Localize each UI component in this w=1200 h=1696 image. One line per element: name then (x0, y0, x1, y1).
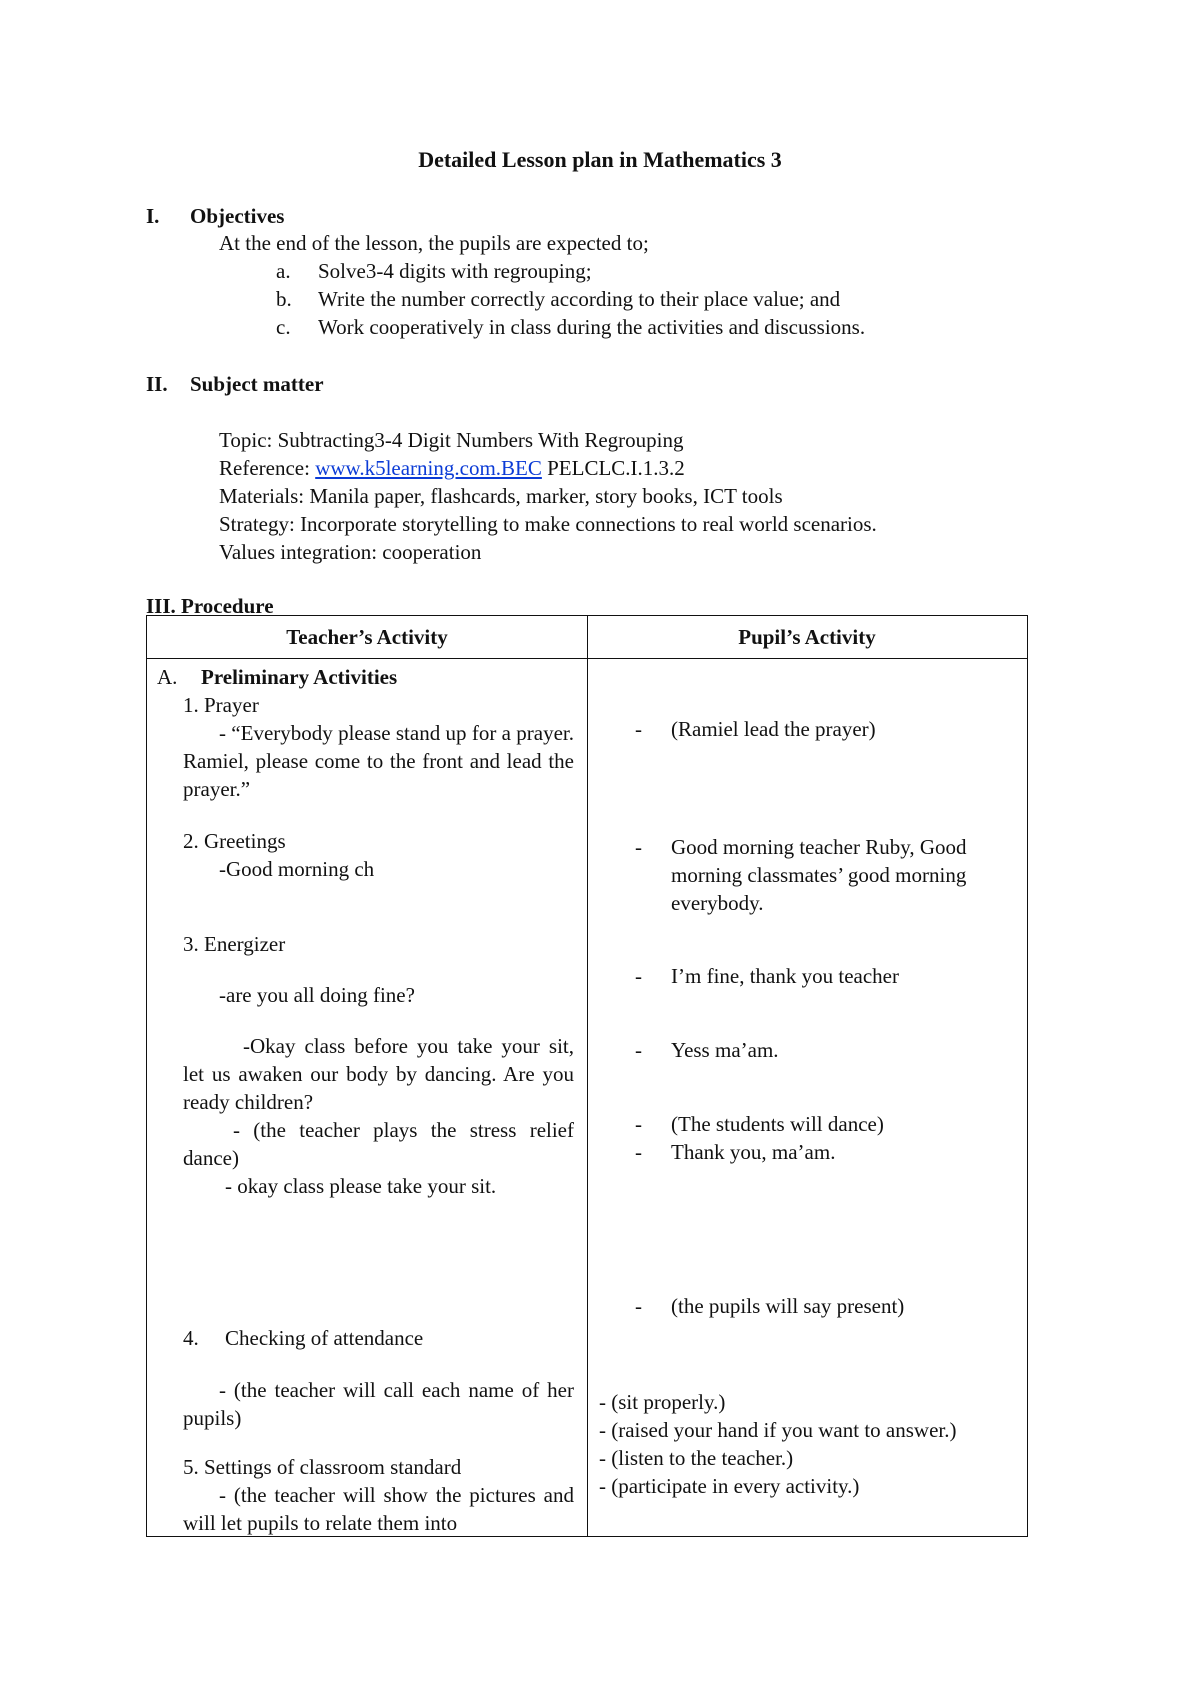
section-letter: A. (157, 665, 178, 689)
prayer-title: 1. Prayer (183, 693, 259, 717)
pupil-yes (635, 1036, 779, 1064)
standard-title: 5. Settings of classroom standard (183, 1455, 462, 1479)
energizer-title: 3. Energizer (183, 932, 286, 956)
pupil-standard-3: - (listen to the teacher.) (599, 1446, 794, 1470)
objective-item-b: Write the number correctly according to their place value; and (318, 287, 841, 311)
pupil-fine (635, 962, 899, 990)
attendance-title: Checking of attendance (225, 1326, 424, 1350)
reference-line (219, 454, 685, 482)
standard-text: - (the teacher will show the pictures and will let pupils to relate them into (183, 1483, 574, 1535)
document-title: Detailed Lesson plan in Mathematics 3 (418, 147, 782, 172)
energizer-dance: - (the teacher plays the stress relief dance) (183, 1118, 574, 1170)
objective-item-c: Work cooperatively in class during the activities and discussions. (318, 315, 866, 339)
dash: - (635, 1112, 642, 1136)
energizer-sit: - okay class please take your sit. (225, 1174, 497, 1198)
pupil-standard-2: - (raised your hand if you want to answer.) (599, 1418, 957, 1442)
procedure-heading: III. Procedure (146, 594, 274, 618)
dash: - (635, 1038, 642, 1062)
energizer-text: -Okay class before you take your sit, let us awaken our body by dancing. Are you ready children? (183, 1034, 574, 1114)
attendance-number: 4. (183, 1326, 199, 1350)
pupil-standard-1: - (sit properly.) (599, 1390, 726, 1414)
teacher-activity-header: Teacher’s Activity (286, 625, 448, 649)
pupil-standard-4: - (participate in every activity.) (599, 1474, 860, 1498)
pupil-yes-text: Yess ma’am. (671, 1038, 779, 1062)
prayer-text: - “Everybody please stand up for a prayer. Ramiel, please come to the front and lead the prayer.” (183, 721, 574, 801)
subject-matter-heading: Subject matter (190, 372, 324, 396)
pupil-dance-text: (The students will dance) (671, 1112, 884, 1136)
energizer-question: -are you all doing fine? (219, 983, 415, 1007)
pupil-greeting: Good morning teacher Ruby, Good morning classmates’ good morning everybody. (671, 835, 967, 915)
reference-link[interactable]: www.k5learning.com.BEC (315, 456, 542, 480)
pupil-activity-header: Pupil’s Activity (738, 625, 876, 649)
objective-item-a: Solve3-4 digits with regrouping; (318, 259, 592, 283)
objectives-numeral: I. (146, 204, 160, 228)
objective-letter-c: c. (276, 315, 291, 339)
pupil-greeting-dash: - (635, 835, 642, 859)
pupil-thanks (635, 1138, 835, 1166)
dash: - (635, 1140, 642, 1164)
pupil-present-text: (the pupils will say present) (671, 1294, 905, 1318)
objectives-heading: Objectives (190, 204, 285, 228)
objectives-intro: At the end of the lesson, the pupils are expected to; (219, 231, 649, 255)
reference-label: Reference: (219, 456, 316, 480)
attendance-text: - (the teacher will call each name of her pupils) (183, 1378, 574, 1430)
section-title: Preliminary Activities (201, 665, 398, 689)
dash: - (635, 717, 642, 741)
pupil-prayer (635, 715, 876, 743)
pupil-present (635, 1292, 904, 1320)
topic-line: Topic: Subtracting3-4 Digit Numbers With Regrouping (219, 428, 684, 452)
column-divider (587, 616, 588, 1536)
objective-letter-a: a. (276, 259, 291, 283)
header-divider (147, 658, 1027, 659)
greetings-title: 2. Greetings (183, 829, 286, 853)
subject-matter-numeral: II. (146, 372, 168, 396)
reference-code: PELCLC.I.1.3.2 (541, 456, 685, 480)
dash: - (635, 964, 642, 988)
pupil-prayer-text: (Ramiel lead the prayer) (671, 717, 876, 741)
pupil-fine-text: I’m fine, thank you teacher (671, 964, 899, 988)
values-line: Values integration: cooperation (219, 540, 482, 564)
pupil-thanks-text: Thank you, ma’am. (671, 1140, 836, 1164)
materials-line: Materials: Manila paper, flashcards, marker, story books, ICT tools (219, 484, 783, 508)
pupil-dance (635, 1110, 884, 1138)
strategy-line: Strategy: Incorporate storytelling to make connections to real world scenarios. (219, 512, 877, 536)
objective-letter-b: b. (276, 287, 292, 311)
greetings-text: -Good morning ch (219, 857, 375, 881)
procedure-table (146, 615, 1028, 1537)
dash: - (635, 1294, 642, 1318)
